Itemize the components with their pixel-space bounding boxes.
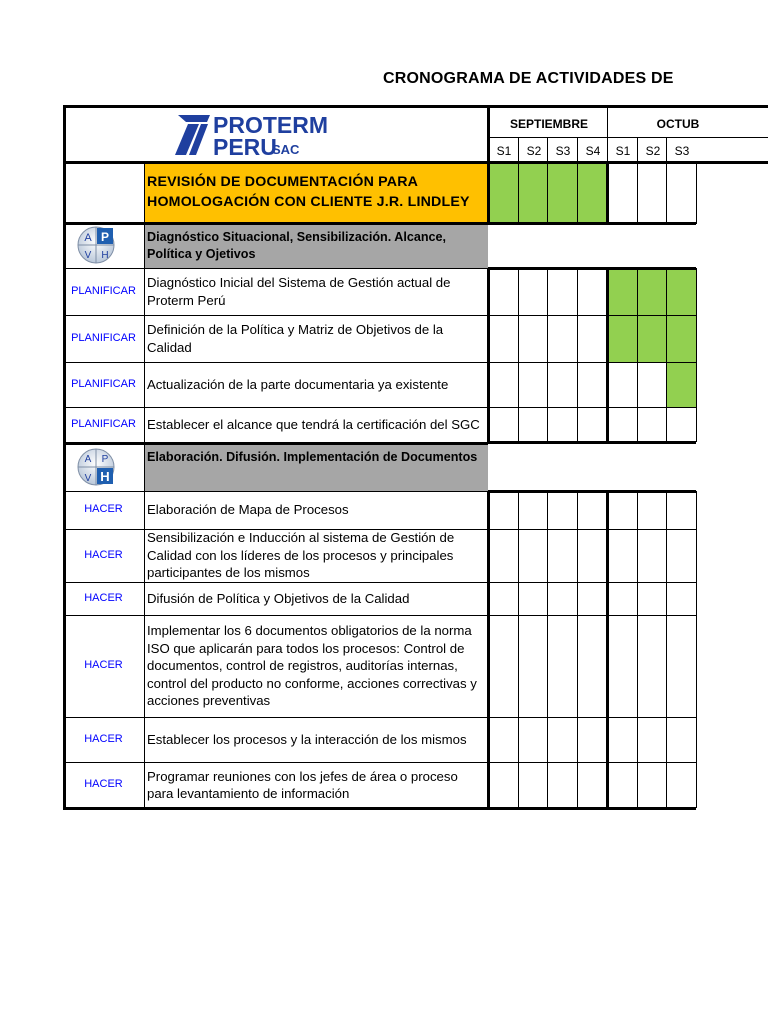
week-cell	[637, 717, 666, 762]
activity-text: Establecer los procesos y la interacción de los mismos	[147, 731, 467, 747]
phase-tag: PLANIFICAR	[71, 331, 136, 344]
svg-text:P: P	[100, 230, 110, 244]
grid-vline	[637, 137, 638, 162]
week-cell	[518, 315, 547, 362]
week-cell-done	[666, 315, 696, 362]
svg-text:V: V	[84, 473, 92, 484]
week-cell	[666, 582, 696, 615]
svg-text:A: A	[84, 232, 92, 244]
logo-suffix: SAC	[272, 142, 300, 157]
week-cell	[547, 762, 577, 808]
week-cell	[518, 362, 547, 407]
week-cell	[518, 762, 547, 808]
week-cell	[547, 362, 577, 407]
document-title: CRONOGRAMA DE ACTIVIDADES DE	[383, 70, 674, 87]
week-cell	[488, 407, 518, 442]
week-label: S2	[526, 144, 542, 158]
section-title: Diagnóstico Situacional, Sensibilización. Alcance, Política y Ojetivos	[147, 230, 447, 261]
grid-hline	[63, 362, 488, 363]
grid-hline	[63, 268, 488, 269]
grid-hline	[63, 582, 488, 583]
grid-vline	[666, 268, 667, 442]
week-cell	[637, 582, 666, 615]
grid-hline	[63, 808, 488, 809]
week-cell	[547, 615, 577, 717]
week-cell	[666, 491, 696, 529]
week-cell	[518, 717, 547, 762]
grid-vline	[577, 491, 578, 808]
grid-vline	[696, 162, 697, 224]
activity-text: Implementar los 6 documentos obligatorios de la norma ISO que aplicarán para todos los procesos: Control de documentos, control de registros, auditorías internas, control del producto no conforme, acciones correctivas y acciones preventivas	[147, 623, 477, 708]
grid-hline	[63, 315, 488, 316]
week-label: S3	[674, 144, 690, 158]
week-cell	[577, 407, 607, 442]
grid-vline	[637, 268, 638, 442]
week-cell-done	[666, 362, 696, 407]
grid-vline	[666, 162, 667, 224]
week-cell	[607, 529, 637, 582]
activity-text: Establecer el alcance que tendrá la certificación del SGC	[147, 416, 480, 432]
activity-text: Sensibilización e Inducción al sistema de Gestión de Calidad con los líderes de los procesos y principales participantes de los mismos	[147, 530, 455, 580]
grid-vline	[63, 105, 66, 810]
grid-vline	[606, 162, 609, 224]
grid-hline	[63, 491, 488, 492]
grid-vline	[577, 162, 578, 224]
week-cell	[577, 529, 607, 582]
phase-tag: HACER	[84, 732, 123, 745]
week-cell-done	[666, 268, 696, 315]
grid-vline	[547, 491, 548, 808]
week-label: S3	[555, 144, 571, 158]
week-cell	[577, 717, 607, 762]
grid-vline	[547, 137, 548, 162]
svg-text:V: V	[84, 250, 92, 261]
week-cell	[666, 762, 696, 808]
week-cell	[607, 615, 637, 717]
week-cell-done	[518, 164, 547, 222]
grid-hline	[63, 762, 488, 763]
project-title: REVISIÓN DE DOCUMENTACIÓN PARA HOMOLOGACIÓN CON CLIENTE J.R. LINDLEY	[147, 174, 470, 210]
grid-hline	[144, 161, 768, 164]
phase-tag: HACER	[84, 659, 123, 671]
activity-text: Elaboración de Mapa de Procesos	[147, 502, 349, 517]
week-cell	[637, 407, 666, 442]
grid-vline	[487, 162, 490, 224]
logo-mark	[175, 115, 210, 155]
week-cell	[607, 491, 637, 529]
week-cell	[666, 615, 696, 717]
week-cell	[518, 582, 547, 615]
activity-text: Actualización de la parte documentaria ya existente	[147, 376, 449, 392]
week-cell	[577, 315, 607, 362]
grid-vline	[487, 268, 490, 442]
phase-tag: HACER	[84, 778, 123, 790]
week-cell	[666, 717, 696, 762]
grid-hline	[63, 407, 488, 408]
grid-vline	[606, 491, 609, 808]
week-cell	[637, 529, 666, 582]
grid-vline	[637, 162, 638, 224]
grid-vline	[607, 105, 608, 162]
grid-hline	[63, 222, 488, 225]
grid-vline	[547, 268, 548, 442]
week-cell	[607, 362, 637, 407]
activity-text: Programar reuniones con los jefes de área o proceso para levantamiento de información	[147, 768, 458, 801]
grid-vline	[547, 162, 548, 224]
phase-tag: HACER	[84, 548, 123, 561]
week-cell	[547, 717, 577, 762]
grid-hline	[488, 222, 696, 225]
week-cell	[547, 491, 577, 529]
week-cell	[577, 615, 607, 717]
grid-hline	[63, 529, 488, 530]
week-cell	[488, 762, 518, 808]
week-cell	[518, 529, 547, 582]
phase-tag: HACER	[84, 591, 123, 604]
grid-vline	[518, 137, 519, 162]
week-cell-done	[577, 164, 607, 222]
week-cell	[607, 762, 637, 808]
week-cell	[547, 529, 577, 582]
svg-text:H: H	[101, 250, 109, 261]
grid-hline	[488, 137, 768, 138]
week-cell	[637, 762, 666, 808]
svg-text:H: H	[100, 469, 110, 484]
week-cell	[577, 762, 607, 808]
week-cell	[666, 529, 696, 582]
document-title-bar	[0, 70, 768, 94]
grid-vline	[637, 491, 638, 808]
week-cell	[577, 362, 607, 407]
month-septiembre: SEPTIEMBRE	[509, 117, 588, 131]
proterm-logo	[166, 111, 366, 157]
week-cell	[547, 315, 577, 362]
week-cell	[488, 268, 518, 315]
phva-cycle-icon	[70, 446, 122, 488]
month-octubre: OCTUB	[656, 117, 700, 131]
grid-hline	[63, 442, 488, 443]
week-cell	[637, 615, 666, 717]
phva-cycle-icon	[70, 225, 122, 265]
week-cell-done	[488, 164, 518, 222]
week-cell-done	[607, 315, 637, 362]
grid-vline	[577, 137, 578, 162]
grid-hline	[63, 717, 488, 718]
week-cell	[488, 491, 518, 529]
phase-tag: PLANIFICAR	[71, 417, 136, 430]
week-cell	[518, 407, 547, 442]
week-cell	[488, 582, 518, 615]
schedule-sheet	[63, 105, 768, 810]
week-cell	[607, 407, 637, 442]
svg-text:A: A	[84, 454, 92, 465]
week-cell	[637, 491, 666, 529]
svg-text:P: P	[101, 454, 109, 465]
week-cell	[607, 717, 637, 762]
week-cell	[577, 491, 607, 529]
grid-vline	[577, 268, 578, 442]
week-cell	[518, 615, 547, 717]
grid-vline	[666, 491, 667, 808]
week-label: S1	[496, 144, 512, 158]
week-cell-done	[607, 268, 637, 315]
week-cell	[547, 407, 577, 442]
grid-vline	[144, 162, 145, 810]
grid-vline	[696, 491, 697, 808]
week-cell	[666, 407, 696, 442]
week-cell	[518, 268, 547, 315]
week-cell	[547, 268, 577, 315]
week-label: S2	[645, 144, 661, 158]
grid-vline	[518, 491, 519, 808]
week-cell	[577, 268, 607, 315]
grid-hline	[63, 615, 488, 616]
logo-line-2: PERU	[213, 134, 277, 157]
grid-vline	[666, 137, 667, 162]
week-cell	[488, 362, 518, 407]
logo-line-1: PROTERM	[213, 112, 328, 138]
phase-tag: PLANIFICAR	[71, 377, 136, 390]
week-label: S4	[585, 144, 601, 158]
week-cell	[607, 582, 637, 615]
week-cell	[577, 582, 607, 615]
week-cell	[488, 315, 518, 362]
section-title: Elaboración. Difusión. Implementación de Documentos	[147, 450, 478, 464]
grid-hline	[63, 105, 768, 108]
week-cell	[637, 362, 666, 407]
activity-text: Definición de la Política y Matriz de Objetivos de la Calidad	[147, 322, 444, 355]
week-cell	[488, 717, 518, 762]
week-cell	[518, 491, 547, 529]
grid-hline	[63, 161, 144, 164]
activity-text: Difusión de Política y Objetivos de la Calidad	[147, 590, 410, 606]
grid-vline	[487, 491, 490, 808]
week-cell	[547, 582, 577, 615]
phase-tag: HACER	[84, 503, 123, 515]
week-cell-done	[637, 315, 666, 362]
grid-vline	[696, 268, 697, 442]
activity-text: Diagnóstico Inicial del Sistema de Gestión actual de Proterm Perú	[147, 275, 451, 308]
week-cell	[488, 529, 518, 582]
week-cell	[488, 615, 518, 717]
week-label: S1	[615, 144, 631, 158]
phase-tag: PLANIFICAR	[71, 284, 136, 297]
week-cell-done	[547, 164, 577, 222]
week-cell-done	[637, 268, 666, 315]
grid-vline	[518, 162, 519, 224]
grid-vline	[606, 268, 609, 442]
grid-vline	[518, 268, 519, 442]
